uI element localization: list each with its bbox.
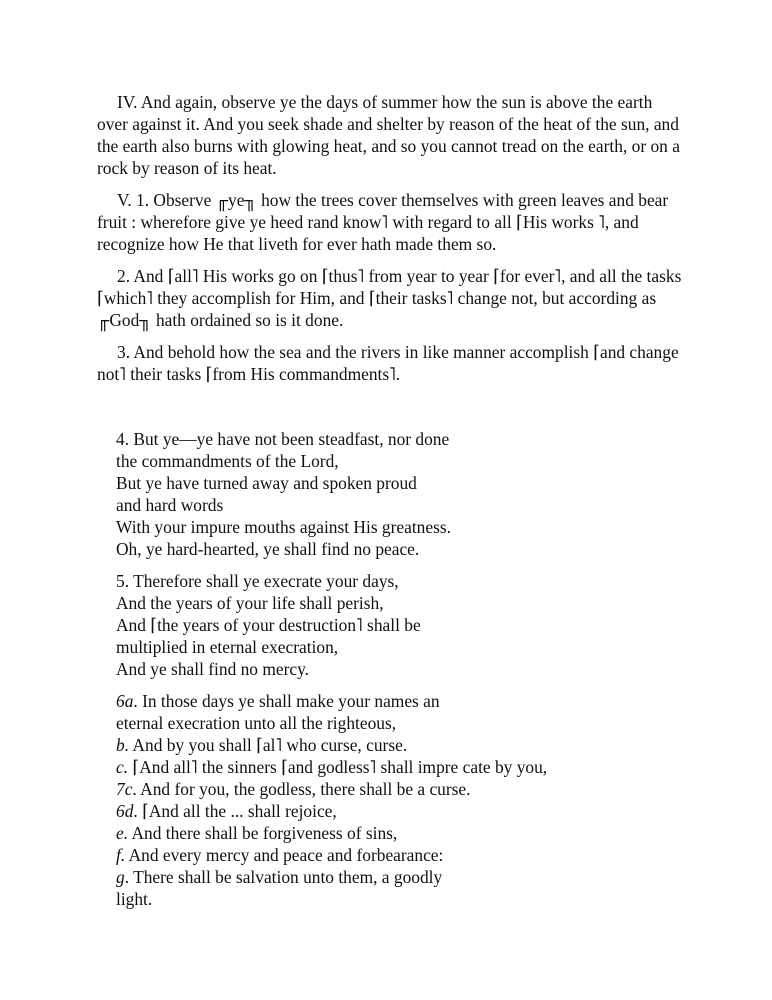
- verse-label: g: [116, 867, 125, 887]
- verse-line: 4. But ye—ye have not been steadfast, nor done: [116, 429, 450, 449]
- verse-line: And ⌈the years of your destruction˥ shall be: [116, 615, 421, 635]
- stanza-4: [116, 428, 676, 560]
- stanza-6: [116, 690, 676, 910]
- verse-line: [116, 756, 676, 778]
- verse-section: [116, 428, 676, 920]
- paragraph-v-1: V. 1. Observe ╓ye╖ how the trees cover themselves with green leaves and bear fruit : wherefore give ye heed rand know˥ with regard to all ⌈His works ˥, and recognize how He that liveth for ever hath made them so.: [97, 190, 669, 254]
- verse-line: [116, 844, 676, 866]
- verse-line: multiplied in eternal execration,: [116, 637, 339, 657]
- verse-line: [116, 690, 676, 712]
- verse-line: But ye have turned away and spoken proud: [116, 473, 417, 493]
- paragraph-v-3: 3. And behold how the sea and the rivers in like manner accomplish ⌈and change not˥ their tasks ⌈from His commandments˥.: [97, 342, 679, 384]
- verse-line: And ye shall find no mercy.: [116, 659, 310, 679]
- verse-line: [116, 778, 676, 800]
- verse-label: 7c: [116, 779, 133, 799]
- verse-text: And by you shall ⌈al˥ who curse, curse.: [129, 735, 408, 755]
- verse-line: [116, 866, 676, 888]
- verse-line: Oh, ye hard-hearted, ye shall find no peace.: [116, 539, 420, 559]
- verse-label: f.: [116, 845, 126, 865]
- verse-line: and hard words: [116, 495, 224, 515]
- verse-line: light.: [116, 889, 153, 909]
- stanza-5: [116, 570, 676, 680]
- verse-label: c.: [116, 757, 129, 777]
- verse-line: [116, 734, 676, 756]
- verse-text: And there shall be forgiveness of sins,: [128, 823, 398, 843]
- verse-label: 6a: [116, 691, 134, 711]
- verse-line: the commandments of the Lord,: [116, 451, 339, 471]
- verse-line: [116, 822, 676, 844]
- prose-section: [97, 91, 687, 395]
- verse-text: . There shall be salvation unto them, a goodly: [124, 867, 443, 887]
- paragraph-v-2: 2. And ⌈all˥ His works go on ⌈thus˥ from year to year ⌈for ever˥, and all the tasks ⌈which˥ they accomplish for Him, and ⌈their tasks˥ change not, but according as ╓God╖ hath ordained so is it done.: [97, 266, 682, 330]
- verse-text: And every mercy and peace and forbearance:: [125, 845, 444, 865]
- verse-text: . In those days ye shall make your names an: [133, 691, 440, 711]
- verse-line: And the years of your life shall perish,: [116, 593, 384, 613]
- verse-line: [116, 800, 676, 822]
- verse-text: . And for you, the godless, there shall be a curse.: [132, 779, 471, 799]
- verse-text: ⌈And all˥ the sinners ⌈and godless˥ shall impre cate by you,: [128, 757, 548, 777]
- verse-label: e.: [116, 823, 129, 843]
- paragraph-iv: IV. And again, observe ye the days of summer how the sun is above the earth over against it. And you seek shade and shelter by reason of the heat of the sun, and the earth also burns with glowing heat, and so you cannot tread on the earth, or on a rock by reason of its heat.: [97, 92, 680, 178]
- verse-label: 6d: [116, 801, 134, 821]
- verse-line: eternal execration unto all the righteous,: [116, 713, 397, 733]
- verse-text: . ⌈And all the ... shall rejoice,: [133, 801, 337, 821]
- verse-line: 5. Therefore shall ye execrate your days,: [116, 571, 399, 591]
- verse-label: b.: [116, 735, 130, 755]
- verse-line: With your impure mouths against His greatness.: [116, 517, 451, 537]
